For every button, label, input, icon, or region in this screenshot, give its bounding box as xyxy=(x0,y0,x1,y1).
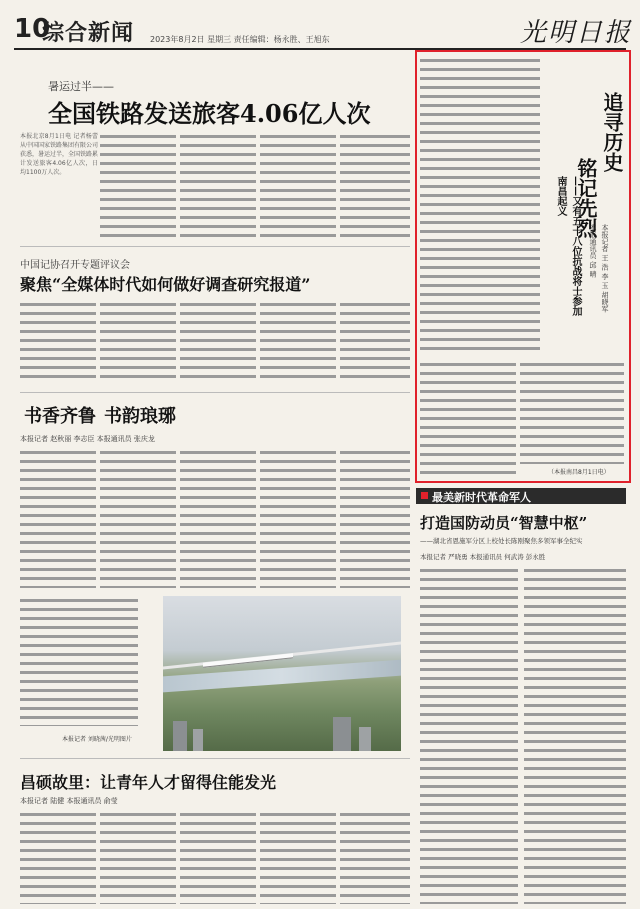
feature-column-2 xyxy=(420,360,516,478)
story5-headline: 打造国防动员“智慧中枢” xyxy=(420,514,588,532)
story4-column-4 xyxy=(260,810,336,904)
story3-column-1 xyxy=(20,448,96,588)
story4-column-3 xyxy=(180,810,256,904)
story3-byline: 本报记者 赵秋丽 李志臣 本报通讯员 张庆龙 xyxy=(20,435,155,443)
banner-square-icon xyxy=(421,492,428,499)
feature-title-b: 铭记先烈 xyxy=(574,158,598,238)
photo-railway-landscape xyxy=(163,596,401,751)
lead-column-5 xyxy=(340,132,410,238)
story2-kicker: 中国记协召开专题评议会 xyxy=(20,260,130,271)
divider xyxy=(20,758,410,759)
feature-column-1 xyxy=(420,56,540,356)
story3-column-2 xyxy=(100,448,176,588)
story5-column-2 xyxy=(524,566,626,904)
feature-column-3 xyxy=(520,360,624,464)
story2-column-3 xyxy=(180,300,256,384)
lead-column-2 xyxy=(100,132,176,238)
feature-subtitle: ——又有五十八位抗战将士参加南昌起义 xyxy=(555,176,581,316)
lead-kicker: 暑运过半—— xyxy=(48,80,114,93)
story4-byline: 本报记者 陆健 本报通讯员 俞莹 xyxy=(20,797,118,805)
issue-meta: 2023年8月2日 星期三 责任编辑：杨永胜、王旭东 xyxy=(150,35,330,44)
page-number: 10 xyxy=(14,14,51,44)
story3-column-5 xyxy=(340,448,410,588)
story4-column-5 xyxy=(340,810,410,904)
section-banner xyxy=(416,488,626,504)
story4-column-1 xyxy=(20,810,96,904)
story2-column-4 xyxy=(260,300,336,384)
banner-label: 最美新时代革命军人 xyxy=(432,491,531,504)
lead-headline: 全国铁路发送旅客4.06亿人次 xyxy=(48,99,371,128)
feature-title-a: 追寻历史 xyxy=(600,92,624,172)
divider xyxy=(20,392,410,393)
story4-headline: 昌硕故里：让青年人才留得住能发光 xyxy=(20,773,277,792)
feature-date-note: （本报南昌8月1日电） xyxy=(548,469,610,476)
story2-column-5 xyxy=(340,300,410,384)
lead-intro: 本报北京8月1日电 记者杨蕾 从中国国家铁路集团有限公司获悉，暑运过半，全国铁路累计发送旅客4.06亿人次，日均1100万人次。 xyxy=(20,133,98,176)
newspaper-logo: 光明日报 xyxy=(520,18,633,48)
photo-caption: 本报记者 刘晓茜/光明图片 xyxy=(62,736,132,743)
lead-column-4 xyxy=(260,132,336,238)
story3-column-4 xyxy=(260,448,336,588)
story5-subtitle: ——湖北省恩施军分区上校处长陈刚聚焦多领军事全纪实 xyxy=(420,537,583,545)
story5-byline: 本报记者 严晓勇 本报通讯员 何武涛 彭永胜 xyxy=(420,553,546,561)
story2-headline: 聚焦“全媒体时代如何做好调查研究报道” xyxy=(20,275,311,294)
section-title: 综合新闻 xyxy=(42,21,135,46)
story3-column-3 xyxy=(180,448,256,588)
divider xyxy=(20,246,410,247)
story4-column-2 xyxy=(100,810,176,904)
story5-column-1 xyxy=(420,566,518,904)
story2-column-1 xyxy=(20,300,96,384)
feature-byline-a: 本报记者 王 浩 李 玉 胡晓军 xyxy=(601,224,609,313)
sidebar-note xyxy=(20,596,138,726)
story3-headline-a: 书香齐鲁 xyxy=(24,406,96,427)
feature-byline-b: 本报通讯员 邱 晴 xyxy=(589,224,597,278)
story2-column-2 xyxy=(100,300,176,384)
story3-headline-b: 书韵琅琊 xyxy=(104,406,176,427)
lead-column-3 xyxy=(180,132,256,238)
